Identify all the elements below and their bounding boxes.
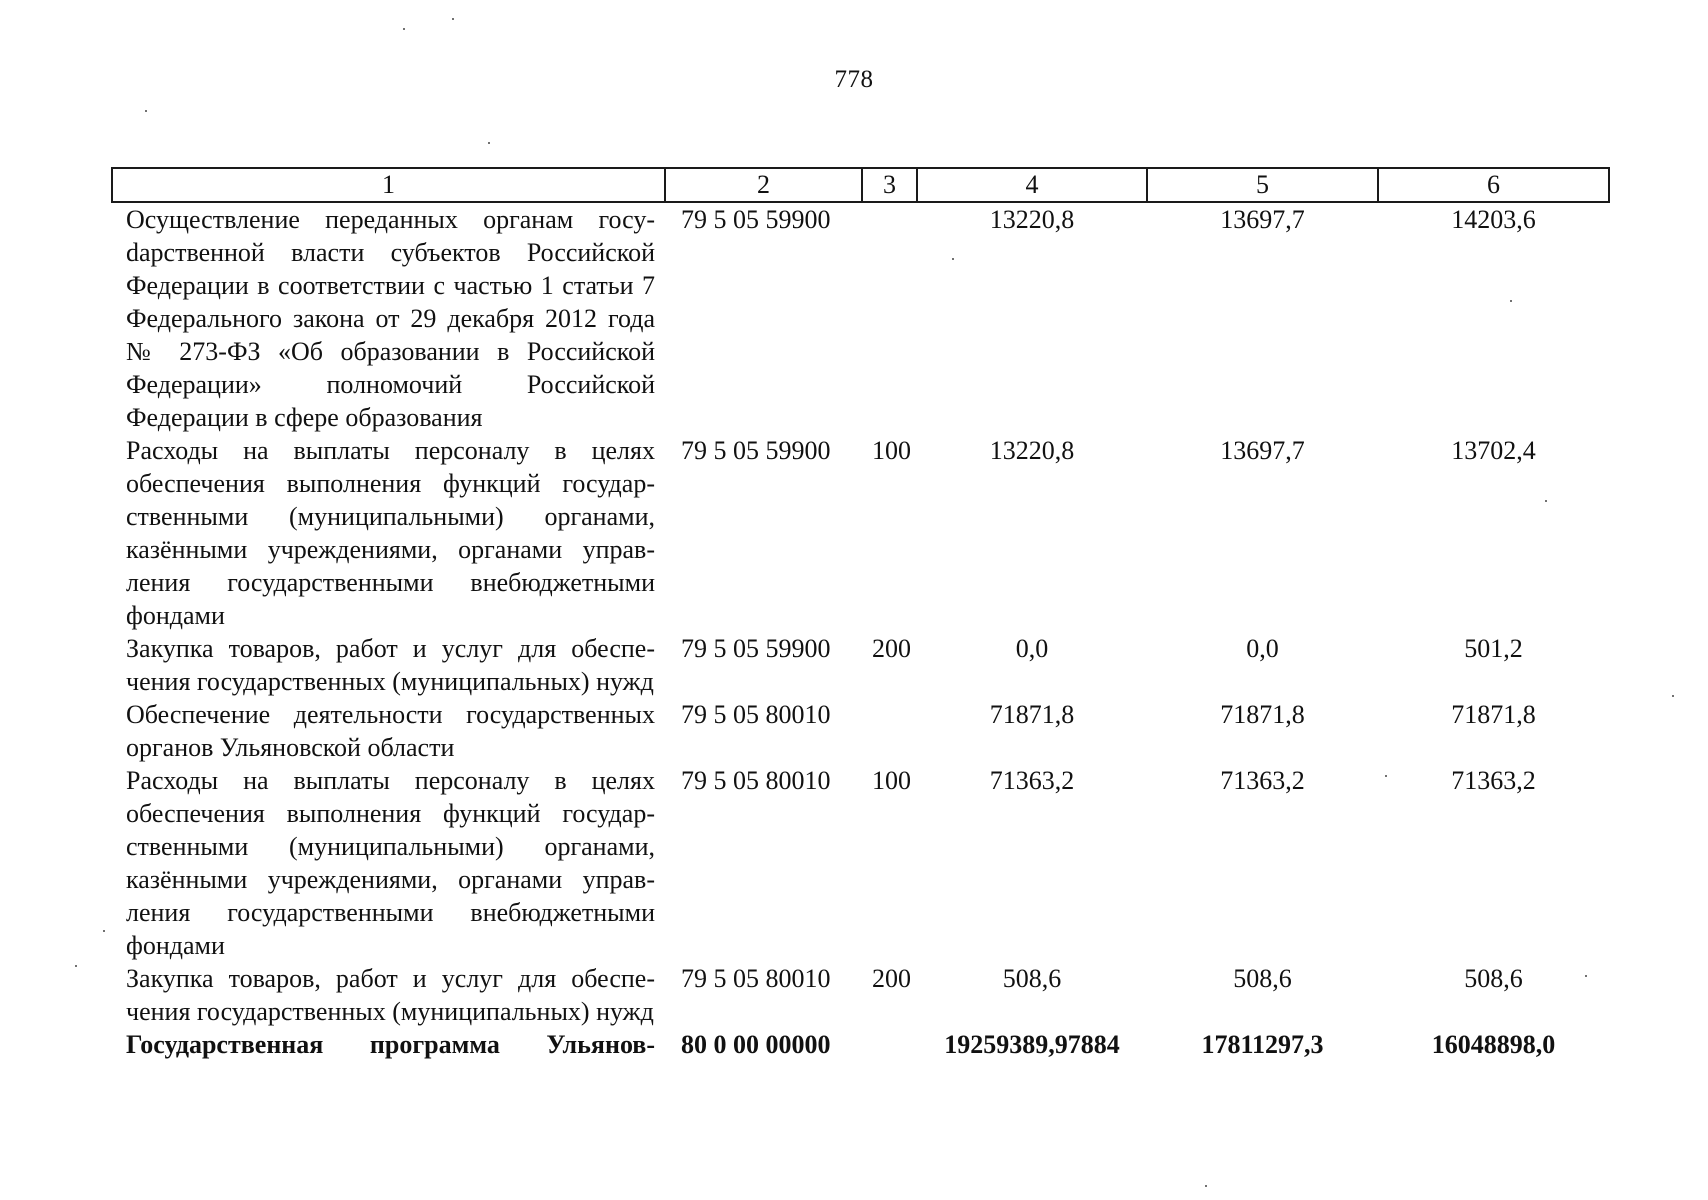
- header-col-3: 3: [862, 168, 917, 202]
- row-target-code: 79 5 05 59900: [681, 436, 831, 465]
- row-value-col-5: 13697,7: [1220, 436, 1305, 465]
- scan-speck: [1510, 300, 1512, 302]
- row-value-col-5: 13697,7: [1220, 205, 1305, 234]
- row-value-col-4: 71363,2: [989, 766, 1075, 795]
- row-value-col-5: 0,0: [1246, 634, 1279, 663]
- row-value-col-6: 13702,4: [1451, 436, 1536, 465]
- row-value-col-4: 19259389,97884: [944, 1030, 1120, 1059]
- row-name: Государственная программа Ульянов-: [126, 1030, 655, 1059]
- scan-speck: [145, 110, 147, 112]
- row-value-col-4: 13220,8: [989, 205, 1075, 234]
- row-name: Закупка товаров, работ и услуг для обеспечения государственных (муниципальных) нужд: [126, 634, 655, 696]
- row-name: Расходы на выплаты персоналу в целях обеспечения выполнения функций государственными (муниципальными) органами, казёнными учреждениями, органами управления государственными внебюджетными фондами: [126, 766, 655, 960]
- table-row: [112, 698, 1609, 764]
- header-col-2: 2: [665, 168, 862, 202]
- scan-speck: [1585, 975, 1587, 977]
- row-value-col-6: 501,2: [1464, 634, 1523, 663]
- row-value-col-4: 71871,8: [989, 700, 1075, 729]
- row-expense-type: 100: [872, 766, 911, 795]
- row-target-code: 79 5 05 80010: [681, 766, 831, 795]
- row-value-col-4: 508,6: [1002, 964, 1062, 993]
- row-expense-type: [862, 202, 917, 434]
- scan-speck: [1385, 775, 1387, 777]
- scan-speck: [1672, 695, 1674, 697]
- budget-table: [111, 167, 1610, 1061]
- table-body: [112, 202, 1609, 1061]
- scan-speck: [952, 258, 954, 260]
- row-target-code: 79 5 05 59900: [681, 634, 831, 663]
- row-value-col-4: 0,0: [1015, 634, 1049, 663]
- scan-speck: [403, 28, 405, 30]
- table-row: [112, 764, 1609, 962]
- table-row: [112, 632, 1609, 698]
- header-col-5: 5: [1147, 168, 1378, 202]
- header-col-1: 1: [112, 168, 665, 202]
- header-row: [112, 168, 1609, 202]
- row-value-col-5: 508,6: [1233, 964, 1292, 993]
- row-value-col-6: 16048898,0: [1431, 1030, 1556, 1059]
- row-name: Обеспечение деятельности государственных органов Ульяновской области: [126, 700, 655, 762]
- row-value-col-5: 71871,8: [1220, 700, 1305, 729]
- row-expense-type: 200: [872, 634, 911, 663]
- row-value-col-4: 13220,8: [989, 436, 1075, 465]
- header-col-6: 6: [1378, 168, 1609, 202]
- scan-speck: [103, 930, 105, 932]
- table-row-program-total: [112, 1028, 1609, 1061]
- scan-speck: [75, 965, 77, 967]
- row-expense-type: [862, 698, 917, 764]
- row-value-col-6: 14203,6: [1451, 205, 1536, 234]
- table-row: [112, 962, 1609, 1028]
- row-value-col-6: 71871,8: [1451, 700, 1536, 729]
- row-target-code: 79 5 05 80010: [681, 700, 831, 729]
- header-col-4: 4: [917, 168, 1147, 202]
- table-row: [112, 434, 1609, 632]
- row-value-col-5: 17811297,3: [1201, 1030, 1324, 1059]
- scan-speck: [488, 142, 490, 144]
- row-value-col-6: 71363,2: [1451, 766, 1536, 795]
- row-expense-type: [862, 1028, 917, 1061]
- table-header: [112, 168, 1609, 202]
- row-expense-type: 100: [872, 436, 911, 465]
- row-value-col-6: 508,6: [1464, 964, 1523, 993]
- row-name: Осуществление переданных органам госуdарственной власти субъектов Российской Федерации в соответствии с частью 1 статьи 7 Федерального закона от 29 декабря 2012 года № 273-ФЗ «Об образовании в Российской Федерации» полномочий Российской Федерации в сфере образования: [126, 205, 655, 432]
- scan-speck: [1545, 500, 1547, 502]
- scan-speck: [1205, 1185, 1207, 1187]
- row-target-code: 79 5 05 59900: [681, 205, 831, 234]
- scan-speck: [452, 18, 454, 20]
- row-value-col-5: 71363,2: [1220, 766, 1305, 795]
- table-row: [112, 202, 1609, 434]
- row-name: Расходы на выплаты персоналу в целях обеспечения выполнения функций государственными (муниципальными) органами, казёнными учреждениями, органами управления государственными внебюджетными фондами: [126, 436, 655, 630]
- row-target-code: 80 0 00 00000: [681, 1030, 831, 1059]
- row-name: Закупка товаров, работ и услуг для обеспечения государственных (муниципальных) нужд: [126, 964, 655, 1026]
- row-target-code: 79 5 05 80010: [681, 964, 831, 993]
- row-expense-type: 200: [872, 964, 911, 993]
- page-number: 778: [834, 66, 874, 93]
